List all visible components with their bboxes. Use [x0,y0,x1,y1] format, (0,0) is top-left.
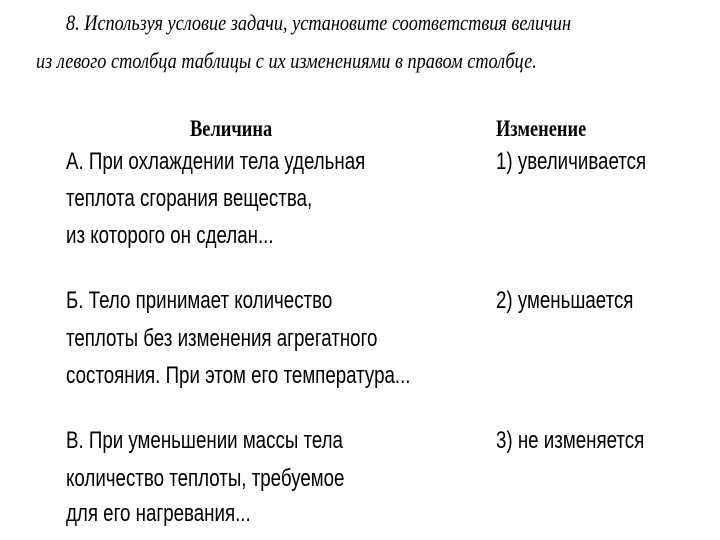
change-option-1 [496,148,688,176]
quantity-item-line: Б. Тело принимает количество [66,287,333,314]
change-option-3 [496,427,686,455]
change-option-label: 2) уменьшается [496,287,634,314]
quantity-item-line: А. При охлаждении тела удельная [66,148,366,175]
quantity-item-line: теплота сгорания вещества, [66,185,313,212]
change-option-label: 3) не изменяется [496,427,645,454]
quantity-item-line: количество теплоты, требуемое [66,465,345,492]
change-option-2 [496,287,672,315]
quantity-item-line: теплоты без изменения агрегатного [66,325,378,352]
change-option-label: 1) увеличивается [496,148,647,175]
quantity-item-line: из которого он сделан... [66,222,274,249]
quantity-item-line: состояния. При этом его температура... [66,362,411,389]
change-column-header: Изменение [496,116,587,141]
quantity-item-line: В. При уменьшении массы тела [66,427,343,454]
quantity-item-line: для его нагревания... [66,500,251,527]
task-statement-line-2: из левого столбца таблицы с их изменениями в правом столбце. [36,48,537,73]
quantity-column-header: Величина [190,116,273,141]
task-statement-line-1: 8. Используя условие задачи, установите соответствия величин [66,10,572,35]
